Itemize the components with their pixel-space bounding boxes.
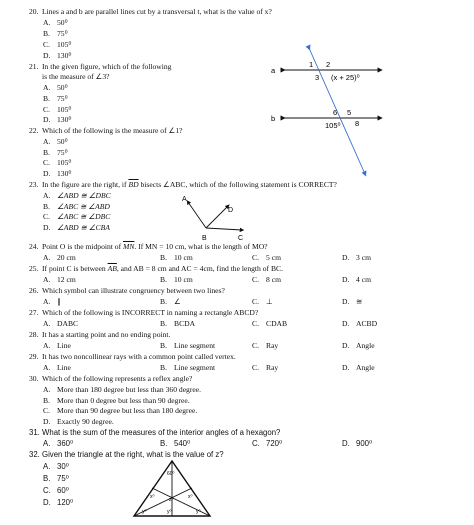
angle-x25-label: (x + 25)⁰ bbox=[331, 73, 360, 82]
ray-bd bbox=[206, 206, 228, 228]
question-31: 31. What is the sum of the measures of the interior angles of a hexagon? bbox=[29, 428, 281, 437]
angle-1-label: 1 bbox=[309, 60, 314, 69]
question-number: 20. bbox=[29, 7, 39, 16]
question-22: 22. Which of the following is the measure of ∠1? bbox=[29, 126, 183, 135]
question-25: 25. If point C is between $\overline{AB}$, and AB = 8 cm and AC = 4cm, find the length of BC. bbox=[29, 264, 283, 273]
angle-60-label: 60⁰ bbox=[167, 471, 175, 477]
option: D. 130⁰ bbox=[43, 51, 72, 60]
option: C. 105⁰ bbox=[43, 158, 72, 167]
ray-bc bbox=[206, 228, 242, 230]
option: B. More than 0 degree but less than 90 degree. bbox=[43, 396, 190, 405]
question-text-cont: is the measure of ∠3? bbox=[42, 72, 110, 81]
angle-x-label: x⁰ bbox=[188, 494, 193, 500]
option: A. ∠ABD ≅ ∠DBC bbox=[43, 191, 111, 200]
label-b: b bbox=[271, 114, 276, 123]
option: A. More than 180 degree but less than 360 degree. bbox=[43, 385, 202, 394]
question-28: 28. It has a starting point and no ending point. bbox=[29, 330, 171, 339]
option: B. ∠ABC ≅ ∠ABD bbox=[43, 202, 110, 211]
option: A. 50⁰ bbox=[43, 137, 68, 146]
option: C. ∠ABC ≅ ∠DBC bbox=[43, 212, 111, 221]
question-24: 24. Point O is the midpoint of $\overline{MN}$. If MN = 10 cm, what is the length of MO? bbox=[29, 242, 268, 251]
option: C. 105⁰ bbox=[43, 40, 72, 49]
option: B. 75⁰ bbox=[43, 29, 68, 38]
option: A. 50⁰ bbox=[43, 18, 68, 27]
parallel-lines-figure bbox=[265, 42, 395, 182]
question-32: 32. Given the triangle at the right, what is the value of z? bbox=[29, 450, 224, 459]
angle-y-label: y⁰ bbox=[196, 509, 201, 515]
point-b-label: B bbox=[202, 235, 207, 242]
ray-ba bbox=[188, 202, 206, 228]
angle-6-label: 6 bbox=[333, 108, 338, 117]
question-23: 23. In the figure are the right, if $\overline{BD}$ bisects ∠ABC, which of the following statement is CORRECT? bbox=[29, 180, 337, 189]
question-text: Lines a and b are parallel lines cut by a transversal t, what is the value of x? bbox=[42, 7, 272, 16]
point-d-label: D bbox=[228, 207, 234, 214]
option: B. 75⁰ bbox=[43, 94, 68, 103]
angle-y-label: y⁰ bbox=[142, 509, 147, 515]
angle-8-label: 8 bbox=[355, 119, 360, 128]
point-a-label: A bbox=[182, 196, 187, 203]
label-a: a bbox=[271, 66, 276, 75]
angle-x-label: x⁰ bbox=[150, 494, 155, 500]
angle-3-label: 3 bbox=[315, 73, 320, 82]
point-c-label: C bbox=[238, 235, 244, 242]
worksheet-page: 20. Lines a and b are parallel lines cut by a transversal t, what is the value of x? A. 50⁰ B. 75⁰ C. 105⁰ D. 130⁰ 21. In the given figure, which of the following is the measure of ∠3? A. 50⁰ B. 75⁰ C. 105⁰ D. 130⁰ 22. Which of the following is the measure of ∠1? A. 50⁰ B. 75⁰ C. 105⁰ D. 130⁰ a b 1 2 3 (x + 25)⁰ 6 5 105⁰ 8 23. In the figure are the right, if $\overline{BD}$ bisects ∠ABC, which of the following statement is CORRECT? A. ∠ABD ≅ ∠DBC B. ∠ABC ≅ ∠ABD C. ∠ABC ≅ ∠DBC D. ∠ABD ≅ ∠CBA A D B C 24. Point O is the midpoint of $\overline{MN}$. If MN = 10 cm, what is the length of MO? A. 20 cm B. 10 cm C. 5 cm D. 3 cm 25. If point C is between $\overline{AB}$, and AB = 8 cm and AC = 4cm, find the length of BC. A. 12 cm B. 10 cm C. 8 cm D. 4 cm 26. Which symbol can illustrate congruency between two lines? A. ∥ B. ∠ C. ⊥ D. ≅ 27. Which of the following is INCORRECT in naming a rectangle ABCD? A. DABC B. BCDA C. CDAB D. ACBD 28. It has a starting point and no ending point. A. Line B. Line segment C. Ray D. Angle 29. It has two noncollinear rays with a common point called vertex. A. Line B. Line segment C. Ray D. Angle 30. Which of the following represents a reflex angle? A. More than 180 degree but less than 360 degree. B. More than 0 degree but less than 90 degree. C. More than 90 degree but less than 180 degree. D. Exactly 90 degree. 31. What is the sum of the measures of the interior angles of a hexagon? A. 360⁰ B. 540⁰ C. 720⁰ D. 900⁰ 32. Given the triangle at the right, what is the value of z? A. 30⁰ B. 75⁰ C. 60⁰ D. 120⁰ 60⁰ x⁰ x⁰ z⁰ y⁰ y⁰ y⁰ bbox=[0, 0, 474, 525]
angle-y-label: y⁰ bbox=[167, 509, 172, 515]
option: D. 120⁰ bbox=[43, 498, 74, 507]
question-20 bbox=[29, 8, 272, 16]
angle-5-label: 5 bbox=[347, 108, 352, 117]
option: A. 30⁰ bbox=[43, 462, 69, 471]
option: C. 105⁰ bbox=[43, 105, 72, 114]
option: A. 50⁰ bbox=[43, 83, 68, 92]
option: D. ∠ABD ≅ ∠CBA bbox=[43, 223, 110, 232]
triangle-figure bbox=[130, 458, 212, 520]
option: D. Exactly 90 degree. bbox=[43, 417, 114, 426]
option: C. More than 90 degree but less than 180 degree. bbox=[43, 406, 198, 415]
option: C. 60⁰ bbox=[43, 486, 69, 495]
option: D. 130⁰ bbox=[43, 169, 72, 178]
question-27: 27. Which of the following is INCORRECT in naming a rectangle ABCD? bbox=[29, 308, 259, 317]
option: B. 75⁰ bbox=[43, 474, 69, 483]
question-21: 21. In the given figure, which of the following bbox=[29, 62, 172, 71]
angle-bisector-figure bbox=[176, 190, 256, 244]
option: D. 130⁰ bbox=[43, 115, 72, 124]
question-29: 29. It has two noncollinear rays with a common point called vertex. bbox=[29, 352, 236, 361]
question-30: 30. Which of the following represents a reflex angle? bbox=[29, 374, 193, 383]
option: B. 75⁰ bbox=[43, 148, 68, 157]
angle-2-label: 2 bbox=[326, 60, 331, 69]
angle-105-label: 105⁰ bbox=[325, 121, 341, 130]
inner-line-right bbox=[152, 488, 210, 516]
question-26: 26. Which symbol can illustrate congruency between two lines? bbox=[29, 286, 225, 295]
angle-z-label: z⁰ bbox=[169, 497, 174, 503]
